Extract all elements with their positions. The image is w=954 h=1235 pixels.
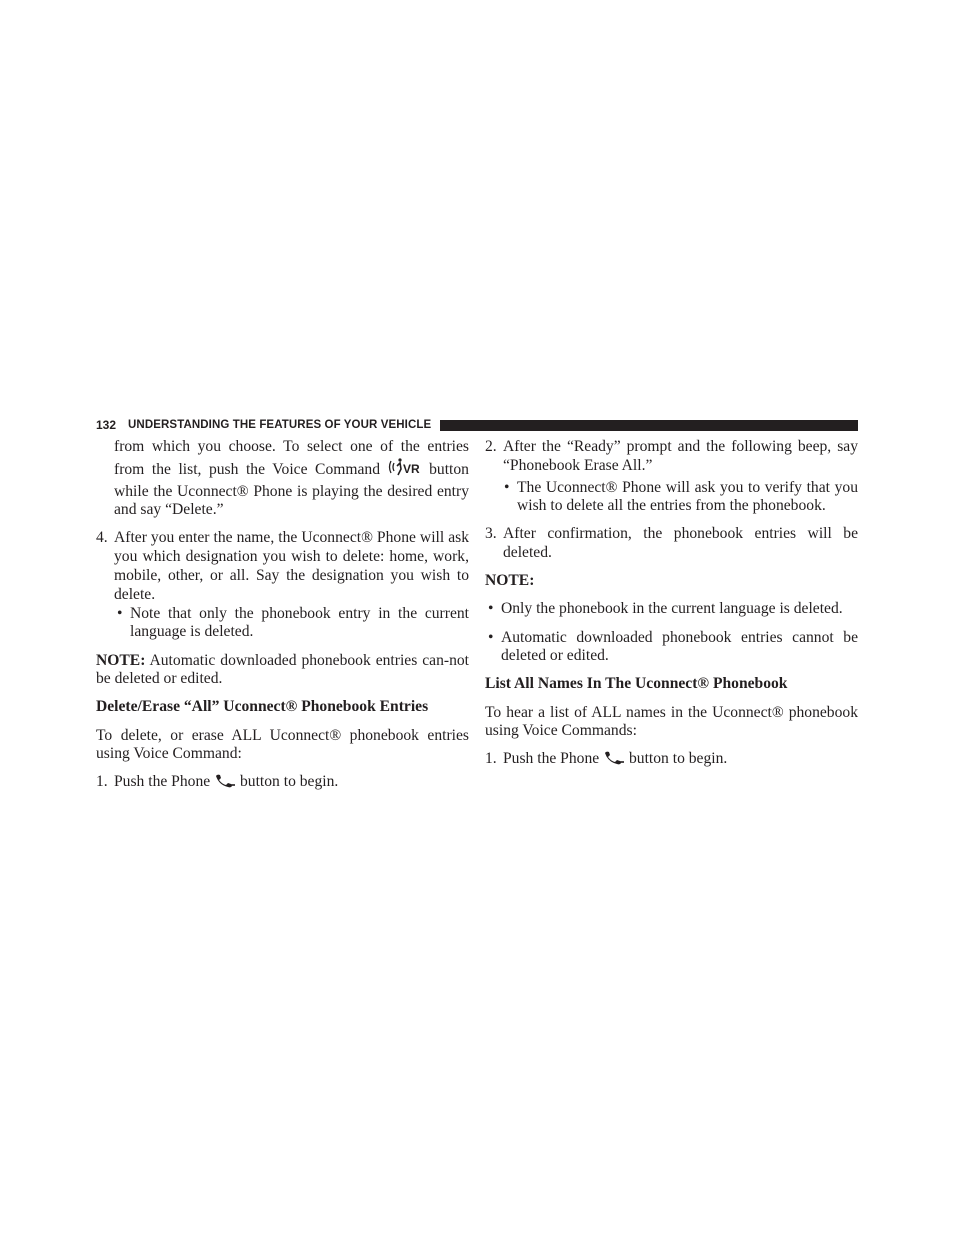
step-2-ready-prompt: 2. After the “Ready” prompt and the following beep, say “Phonebook Erase All.” (485, 438, 858, 474)
intro-list-all-names: To hear a list of ALL names in the Uconnect® phonebook using Voice Commands: (485, 703, 858, 740)
step-1-push-phone: 1. Push the Phone button to begin. (96, 773, 469, 795)
header-bar (440, 420, 858, 431)
page-header (96, 417, 858, 433)
heading-delete-all: Delete/Erase “All” Uconnect® Phonebook Entries (96, 698, 429, 716)
intro-delete-all: To delete, or erase ALL Uconnect® phonebook entries using Voice Command: (96, 726, 469, 763)
note-bullet-automatic: • Automatic downloaded phonebook entries cannot be deleted or edited. (488, 628, 858, 665)
bullet-current-language: • Note that only the phonebook entry in the current language is deleted. (117, 604, 469, 641)
list-item-4: 4. After you enter the name, the Uconnect® Phone will ask you which designation you wish to delete: home, work, mobile, other, or all. Say the designation you wish to delete. (96, 529, 469, 603)
heading-list-all-names: List All Names In The Uconnect® Phonebook (485, 675, 788, 693)
note-heading: NOTE: (485, 572, 535, 590)
note-automatic-entries: NOTE: Automatic downloaded phonebook entries can-not be deleted or edited. (96, 651, 469, 688)
step-1-push-phone-right: 1. Push the Phone button to begin. (485, 750, 858, 772)
section-title: UNDERSTANDING THE FEATURES OF YOUR VEHICLE (128, 419, 432, 431)
bullet-verify: • The Uconnect® Phone will ask you to verify that you wish to delete all the entries from the phonebook. (504, 478, 858, 515)
svg-text:VR: VR (402, 461, 420, 476)
right-column (485, 438, 858, 772)
voice-command-icon (388, 457, 422, 483)
paragraph-voice-command: from which you choose. To select one of the entries from the list, push the Voice Command VR button while the Uconnect® Phone is playing the desired entry and say “Delete.” (114, 438, 469, 519)
page-number: 132 (96, 418, 117, 432)
phone-icon (603, 750, 625, 772)
step-3-confirmation: 3. After confirmation, the phonebook entries will be deleted. (485, 525, 858, 562)
left-column (96, 438, 469, 795)
phone-icon (214, 773, 236, 795)
note-bullet-current-language: • Only the phonebook in the current language is deleted. (488, 600, 843, 618)
